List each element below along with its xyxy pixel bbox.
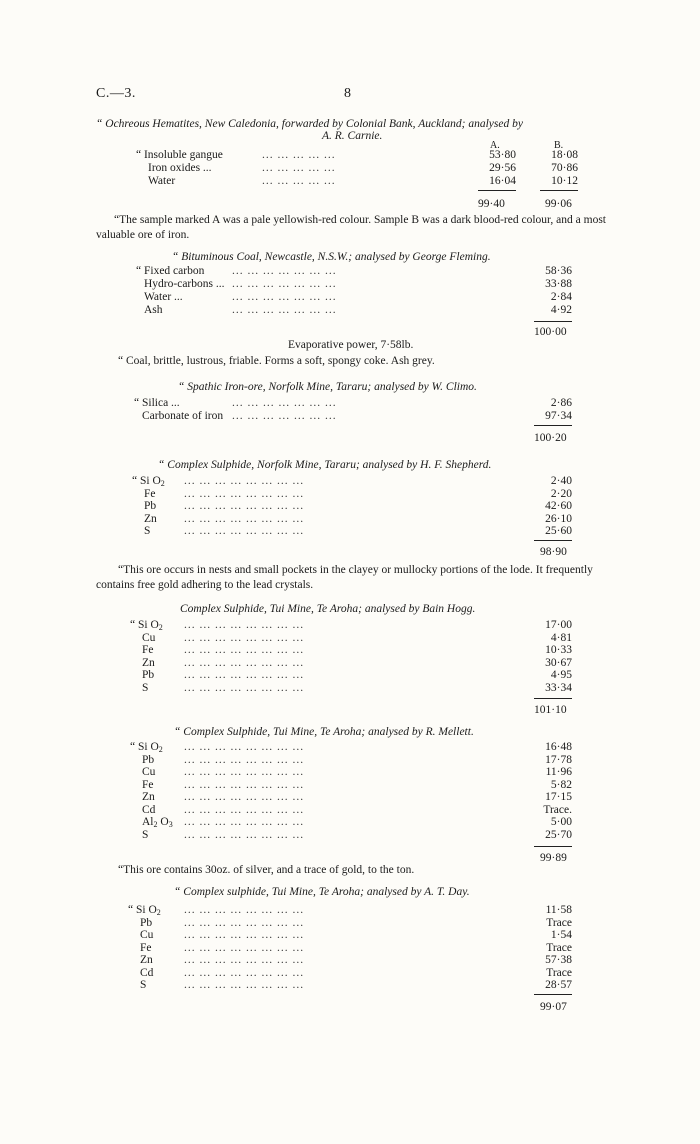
row-label: Zn (142, 656, 155, 669)
row-value: 26·10 (545, 512, 572, 525)
coal-total: 100·00 (534, 326, 567, 338)
norfolk-note: “This ore occurs in nests and small pockets in the clayey or mullocky portions of the lode. It frequently contains free gold adhering to the lead crystals. (96, 564, 593, 591)
row-label: “ Si $O_2$ (130, 619, 163, 632)
leader-dots: ... ... ... ... ... ... ... (232, 397, 337, 409)
row-value: 42·60 (545, 500, 572, 512)
tui-mellett-total-rule (534, 846, 572, 847)
leader-dots: ... ... ... ... ... ... ... ... (184, 979, 305, 991)
leader-dots: ... ... ... ... ... ... ... ... (184, 904, 305, 916)
iron-ore-total-rule (534, 425, 572, 426)
section-title-coal: “ Bituminous Coal, Newcastle, N.S.W.; analysed by George Fleming. (172, 251, 491, 263)
row-value: Trace (546, 916, 572, 929)
row-label: Fe (144, 487, 156, 500)
row-label: Water (148, 175, 176, 187)
leader-dots: ... ... ... ... ... ... ... ... (184, 966, 305, 979)
subscript: 2 (158, 623, 163, 632)
norfolk-total: 98·90 (540, 546, 567, 558)
row-value: 25·70 (545, 828, 572, 841)
row-label: Zn (140, 954, 153, 966)
row-label: S (140, 979, 147, 991)
leader-dots: ... ... ... ... ... ... ... ... (184, 656, 305, 669)
row-label: Iron oxides ... (148, 162, 212, 174)
tui-hogg-total: 101·10 (534, 704, 567, 716)
row-label: Pb (142, 669, 155, 681)
column-header-b: B. (554, 140, 564, 151)
section-title-hematites-line1: “ Ochreous Hematites, New Caledonia, forwarded by Colonial Bank, Auckland; analysed by (96, 118, 523, 130)
hematites-note: “The sample marked A was a pale yellowish-red colour. Sample B was a dark blood-red colour, and a most valuable ore of iron. (96, 214, 606, 241)
row-label: Carbonate of iron (142, 410, 224, 422)
total-b: 99·06 (545, 198, 572, 210)
total-rule-a (478, 190, 516, 191)
row-label: Hydro-carbons ... (144, 278, 225, 290)
row-label: “ Si $O_2$ (128, 904, 161, 917)
leader-dots: ... ... ... ... ... ... ... ... (184, 631, 305, 644)
tui-day-total-rule (534, 994, 572, 995)
row-label: Pb (142, 753, 155, 766)
row-label: “ Si $O_2$ (132, 475, 165, 488)
row-label: “ Si $O_2$ (130, 741, 163, 754)
tui-mellett-total: 99·89 (540, 852, 567, 864)
leader-dots: ... ... ... ... ... ... ... ... (184, 791, 305, 803)
row-label: S (142, 681, 149, 694)
tui-mellett-note: “This ore contains 30oz. of silver, and a trace of gold, to the ton. (118, 864, 415, 876)
subscript: 2 (153, 820, 158, 829)
total-rule-b (540, 190, 578, 191)
row-value: 11·96 (545, 766, 572, 778)
row-value: 57·38 (545, 954, 572, 966)
iron-ore-total: 100·20 (534, 432, 567, 444)
norfolk-total-rule (534, 540, 572, 541)
subscript: 2 (158, 745, 163, 754)
row-value: Trace (546, 941, 572, 954)
row-label: Water ... (144, 291, 183, 303)
row-label: S (144, 525, 151, 537)
row-label: Pb (144, 500, 157, 512)
leader-dots: ... ... ... ... ... ... ... ... (184, 916, 305, 929)
row-value: 33·88 (545, 278, 572, 290)
row-value: 16·48 (545, 741, 572, 753)
leader-dots: ... ... ... ... ... (262, 162, 336, 174)
row-label: Fe (142, 778, 154, 791)
leader-dots: ... ... ... ... ... ... ... ... (184, 803, 305, 816)
row-value: 2·40 (550, 475, 572, 487)
row-value: 33·34 (545, 681, 572, 694)
row-value: 17·15 (545, 791, 572, 803)
leader-dots: ... ... ... ... ... ... ... ... (184, 828, 305, 841)
leader-dots: ... ... ... ... ... ... ... (232, 265, 337, 277)
section-title-tui-mellett: “ Complex Sulphide, Tui Mine, Te Aroha; analysed by R. Mellett. (174, 726, 474, 738)
leader-dots: ... ... ... ... ... ... ... ... (184, 941, 305, 954)
leader-dots: ... ... ... ... ... ... ... (232, 291, 337, 303)
tui-day-total: 99·07 (540, 1001, 567, 1013)
section-title-iron-ore: “ Spathic Iron-ore, Norfolk Mine, Tararu; analysed by W. Climo. (178, 381, 477, 393)
row-label: Fe (142, 644, 154, 656)
evaporative-power: Evaporative power, 7·58lb. (288, 339, 414, 351)
row-value: 17·78 (545, 753, 572, 766)
row-value: 2·20 (550, 487, 572, 500)
row-label: Cd (140, 966, 154, 979)
leader-dots: ... ... ... ... ... ... ... ... (184, 741, 305, 753)
row-label: Cu (140, 929, 154, 941)
row-value-a: 53·80 (489, 149, 516, 161)
row-label: Ash (144, 304, 163, 316)
section-title-hematites-line2: A. R. Carnie. (322, 130, 383, 142)
document-reference: C.—3. (96, 86, 136, 101)
row-value-b: 18·08 (551, 149, 578, 161)
subscript: 3 (168, 820, 173, 829)
row-value: 28·57 (545, 979, 572, 991)
row-value: 2·84 (550, 291, 572, 303)
row-value: 10·33 (545, 644, 572, 656)
row-value: Trace. (543, 803, 572, 816)
row-label: Cu (142, 766, 156, 778)
leader-dots: ... ... ... ... ... ... ... ... (184, 525, 305, 537)
row-value-a: 29·56 (489, 162, 516, 174)
row-label: $Al_2$ $O_3$ (142, 816, 173, 829)
row-label: “ Silica ... (134, 397, 180, 409)
row-value-a: 16·04 (489, 175, 516, 187)
row-label: Cu (142, 631, 156, 644)
row-value: 4·81 (550, 631, 572, 644)
row-value: 4·92 (550, 304, 572, 316)
leader-dots: ... ... ... ... ... ... ... ... (184, 475, 305, 487)
section-title-norfolk-sulphide: “ Complex Sulphide, Norfolk Mine, Tararu; analysed by H. F. Shepherd. (158, 459, 492, 471)
page-number: 8 (344, 86, 351, 101)
section-title-tui-day: “ Complex sulphide, Tui Mine, Te Aroha; analysed by A. T. Day. (174, 886, 470, 898)
tui-hogg-total-rule (534, 698, 572, 699)
row-value: Trace (546, 966, 572, 979)
row-value: 30·67 (545, 656, 572, 669)
row-label: Pb (140, 916, 153, 929)
leader-dots: ... ... ... ... ... ... ... ... (184, 512, 305, 525)
row-value: 25·60 (545, 525, 572, 537)
leader-dots: ... ... ... ... ... ... ... (232, 304, 337, 316)
column-header-a: A. (490, 140, 500, 151)
leader-dots: ... ... ... ... ... ... ... (232, 278, 337, 290)
row-label: Cd (142, 803, 156, 816)
leader-dots: ... ... ... ... ... (262, 175, 336, 187)
row-value: 5·00 (550, 816, 572, 828)
section-title-tui-hogg: Complex Sulphide, Tui Mine, Te Aroha; analysed by Bain Hogg. (180, 603, 476, 615)
row-label: Zn (142, 791, 155, 803)
row-value: 4·95 (550, 669, 572, 681)
row-value: 2·86 (550, 397, 572, 409)
row-label: “ Insoluble gangue (136, 149, 223, 161)
leader-dots: ... ... ... ... ... ... ... ... (184, 954, 305, 966)
leader-dots: ... ... ... ... ... ... ... ... (184, 644, 305, 656)
leader-dots: ... ... ... ... ... ... ... ... (184, 766, 305, 778)
total-a: 99·40 (478, 198, 505, 210)
leader-dots: ... ... ... ... ... ... ... ... (184, 929, 305, 941)
row-label: S (142, 828, 149, 841)
subscript: 2 (160, 479, 165, 488)
row-value: 97·34 (545, 410, 572, 422)
leader-dots: ... ... ... ... ... ... ... (232, 410, 337, 422)
leader-dots: ... ... ... ... ... ... ... ... (184, 753, 305, 766)
subscript: 2 (156, 908, 161, 917)
leader-dots: ... ... ... ... ... ... ... ... (184, 681, 305, 694)
coal-total-rule (534, 321, 572, 322)
row-value-b: 10·12 (551, 175, 578, 187)
leader-dots: ... ... ... ... ... (262, 149, 336, 161)
row-value-b: 70·86 (551, 162, 578, 174)
leader-dots: ... ... ... ... ... ... ... ... (184, 778, 305, 791)
row-label: Fe (140, 941, 152, 954)
row-label: Zn (144, 512, 157, 525)
row-label: “ Fixed carbon (136, 265, 205, 277)
row-value: 58·36 (545, 265, 572, 277)
coal-note: “ Coal, brittle, lustrous, friable. Forms a soft, spongy coke. Ash grey. (118, 355, 435, 367)
leader-dots: ... ... ... ... ... ... ... ... (184, 669, 305, 681)
row-value: 11·58 (545, 904, 572, 916)
leader-dots: ... ... ... ... ... ... ... ... (184, 619, 305, 631)
leader-dots: ... ... ... ... ... ... ... ... (184, 816, 305, 828)
row-value: 17·00 (545, 619, 572, 631)
row-value: 1·54 (550, 929, 572, 941)
leader-dots: ... ... ... ... ... ... ... ... (184, 487, 305, 500)
leader-dots: ... ... ... ... ... ... ... ... (184, 500, 305, 512)
row-value: 5·82 (550, 778, 572, 791)
